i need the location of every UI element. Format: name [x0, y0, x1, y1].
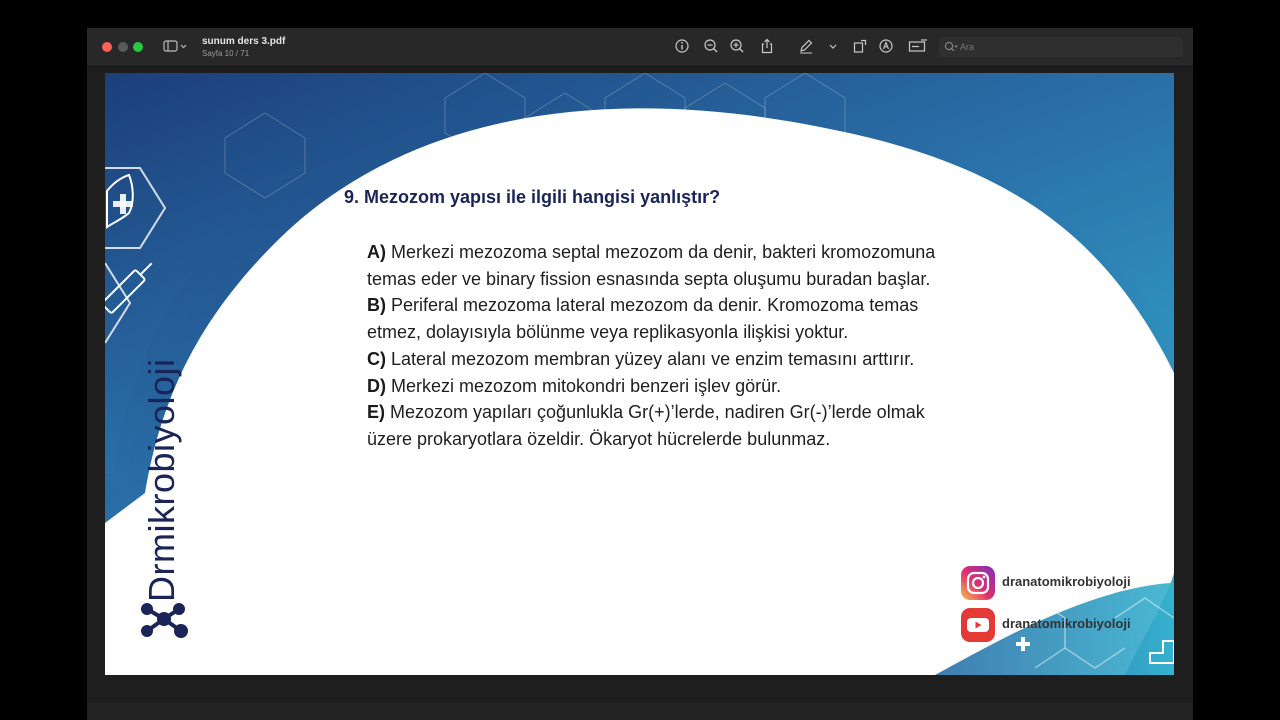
zoom-in-icon[interactable]: [729, 38, 745, 54]
answer-letter: D): [367, 375, 386, 396]
form-fill-icon[interactable]: [908, 38, 928, 54]
answer-option: [367, 239, 957, 292]
answer-text: Merkezi mezozom mitokondri benzeri işlev görür.: [386, 375, 782, 396]
pdf-viewer-window: [87, 28, 1193, 720]
answer-option: [367, 292, 957, 345]
youtube-handle: dranatomikrobiyoloji: [1002, 616, 1131, 631]
answer-list: [367, 239, 957, 453]
sidebar-toggle-button[interactable]: [163, 40, 187, 55]
page-indicator: Sayfa 10 / 71: [202, 49, 250, 58]
youtube-link[interactable]: [960, 607, 1174, 641]
answer-text: Periferal mezozoma lateral mezozom da denir. Kromozoma temas etmez, dolayısıyla bölünme veya replikasyonla ilişkisi yoktur.: [367, 295, 919, 343]
markup-circle-icon[interactable]: [878, 38, 894, 54]
brand-name: Drmikrobiyoloji: [141, 358, 182, 602]
viewer-bottom-area: [87, 703, 1193, 720]
answer-letter: E): [367, 402, 385, 423]
instagram-link[interactable]: [960, 565, 1174, 599]
answer-option: [367, 346, 957, 373]
share-icon[interactable]: [759, 38, 775, 54]
question-title: 9. Mezozom yapısı ile ilgili hangisi yanlıştır?: [344, 187, 721, 207]
title-bar: [87, 28, 1193, 67]
answer-text: Mezozom yapıları çoğunlukla Gr(+)’lerde, nadiren Gr(-)’lerde olmak üzere prokaryotlara özeldir. Ökaryot hücrelerde bulunmaz.: [367, 402, 925, 449]
zoom-out-icon[interactable]: [703, 38, 719, 54]
answer-letter: A): [367, 242, 386, 262]
answer-letter: B): [367, 295, 386, 316]
brand-logo-icon: [139, 601, 197, 643]
pdf-page: [105, 73, 1174, 675]
zoom-window-button[interactable]: [133, 42, 143, 52]
markup-pen-icon[interactable]: [798, 38, 814, 54]
close-window-button[interactable]: [102, 42, 112, 52]
sidebar-icon: [163, 40, 187, 52]
answer-option: [367, 373, 957, 400]
answer-text: Lateral mezozom membran yüzey alanı ve enzim temasını arttırır.: [386, 348, 915, 369]
info-icon[interactable]: [674, 38, 690, 54]
document-title: sunum ders 3.pdf: [202, 36, 286, 47]
search-field[interactable]: [939, 37, 1183, 57]
minimize-window-button[interactable]: [118, 42, 128, 52]
instagram-icon: [960, 565, 996, 601]
answer-option: [367, 399, 957, 452]
youtube-icon: [960, 607, 996, 643]
search-placeholder: Ara: [960, 42, 975, 52]
chevron-down-icon[interactable]: [825, 38, 841, 54]
answer-text: Merkezi mezozoma septal mezozom da denir, bakteri kromozomuna temas eder ve binary fission esnasında septa oluşumu buradan başlar.: [367, 242, 936, 289]
rotate-icon[interactable]: [852, 38, 868, 54]
answer-letter: C): [367, 348, 386, 369]
instagram-handle: dranatomikrobiyoloji: [1002, 574, 1131, 589]
search-icon: [944, 41, 958, 53]
